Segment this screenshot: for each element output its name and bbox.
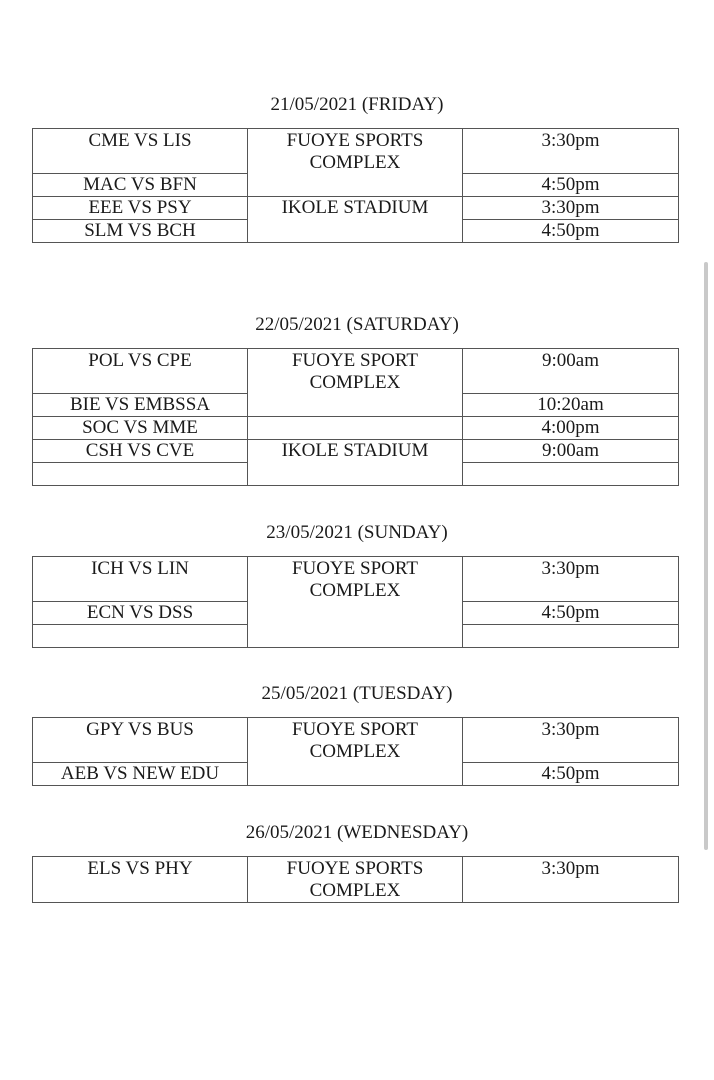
match-cell: SOC VS MME	[33, 417, 248, 440]
table-row	[33, 718, 679, 763]
venue-cell: FUOYE SPORTS COMPLEX	[248, 129, 463, 197]
table-row	[33, 349, 679, 394]
table-row	[33, 557, 679, 602]
match-cell: SLM VS BCH	[33, 220, 248, 243]
venue-cell: FUOYE SPORT COMPLEX	[248, 349, 463, 417]
time-cell: 4:50pm	[463, 763, 679, 786]
day-title-wednesday: 26/05/2021 (WEDNESDAY)	[245, 822, 469, 843]
venue-cell: FUOYE SPORT COMPLEX	[248, 557, 463, 648]
time-cell: 10:20am	[463, 394, 679, 417]
table-row	[33, 857, 679, 903]
schedule-table-tuesday	[32, 717, 679, 786]
match-cell: AEB VS NEW EDU	[33, 763, 248, 786]
time-cell: 3:30pm	[463, 129, 679, 174]
venue-cell: FUOYE SPORTS COMPLEX	[248, 857, 463, 903]
match-cell: ICH VS LIN	[33, 557, 248, 602]
match-cell: GPY VS BUS	[33, 718, 248, 763]
time-cell: 4:50pm	[463, 220, 679, 243]
time-cell: 3:30pm	[463, 857, 679, 903]
schedule-table-sunday	[32, 556, 679, 648]
match-cell: POL VS CPE	[33, 349, 248, 394]
match-cell: BIE VS EMBSSA	[33, 394, 248, 417]
day-title-saturday: 22/05/2021 (SATURDAY)	[255, 314, 459, 335]
time-cell: 4:00pm	[463, 417, 679, 440]
time-cell: 4:50pm	[463, 174, 679, 197]
match-cell	[33, 625, 248, 648]
time-cell: 9:00am	[463, 440, 679, 463]
match-cell: CSH VS CVE	[33, 440, 248, 463]
match-cell: EEE VS PSY	[33, 197, 248, 220]
time-cell: 3:30pm	[463, 557, 679, 602]
time-cell: 3:30pm	[463, 718, 679, 763]
schedule-table-wednesday	[32, 856, 679, 903]
match-cell	[33, 463, 248, 486]
schedule-table-saturday	[32, 348, 679, 486]
match-cell: ELS VS PHY	[33, 857, 248, 903]
venue-cell: IKOLE STADIUM	[248, 440, 463, 486]
time-cell: 9:00am	[463, 349, 679, 394]
time-cell: 4:50pm	[463, 602, 679, 625]
table-row	[33, 197, 679, 220]
match-cell: MAC VS BFN	[33, 174, 248, 197]
time-cell: 3:30pm	[463, 197, 679, 220]
time-cell	[463, 463, 679, 486]
day-title-sunday: 23/05/2021 (SUNDAY)	[266, 522, 448, 543]
table-row	[33, 417, 679, 440]
match-cell: CME VS LIS	[33, 129, 248, 174]
venue-cell: IKOLE STADIUM	[248, 197, 463, 243]
venue-cell: FUOYE SPORT COMPLEX	[248, 718, 463, 786]
time-cell	[463, 625, 679, 648]
venue-cell	[248, 417, 463, 440]
day-title-tuesday: 25/05/2021 (TUESDAY)	[261, 683, 453, 704]
match-cell: ECN VS DSS	[33, 602, 248, 625]
table-row	[33, 440, 679, 463]
scrollbar[interactable]	[704, 262, 708, 850]
day-title-friday: 21/05/2021 (FRIDAY)	[270, 94, 444, 115]
schedule-table-friday	[32, 128, 679, 243]
table-row	[33, 129, 679, 174]
